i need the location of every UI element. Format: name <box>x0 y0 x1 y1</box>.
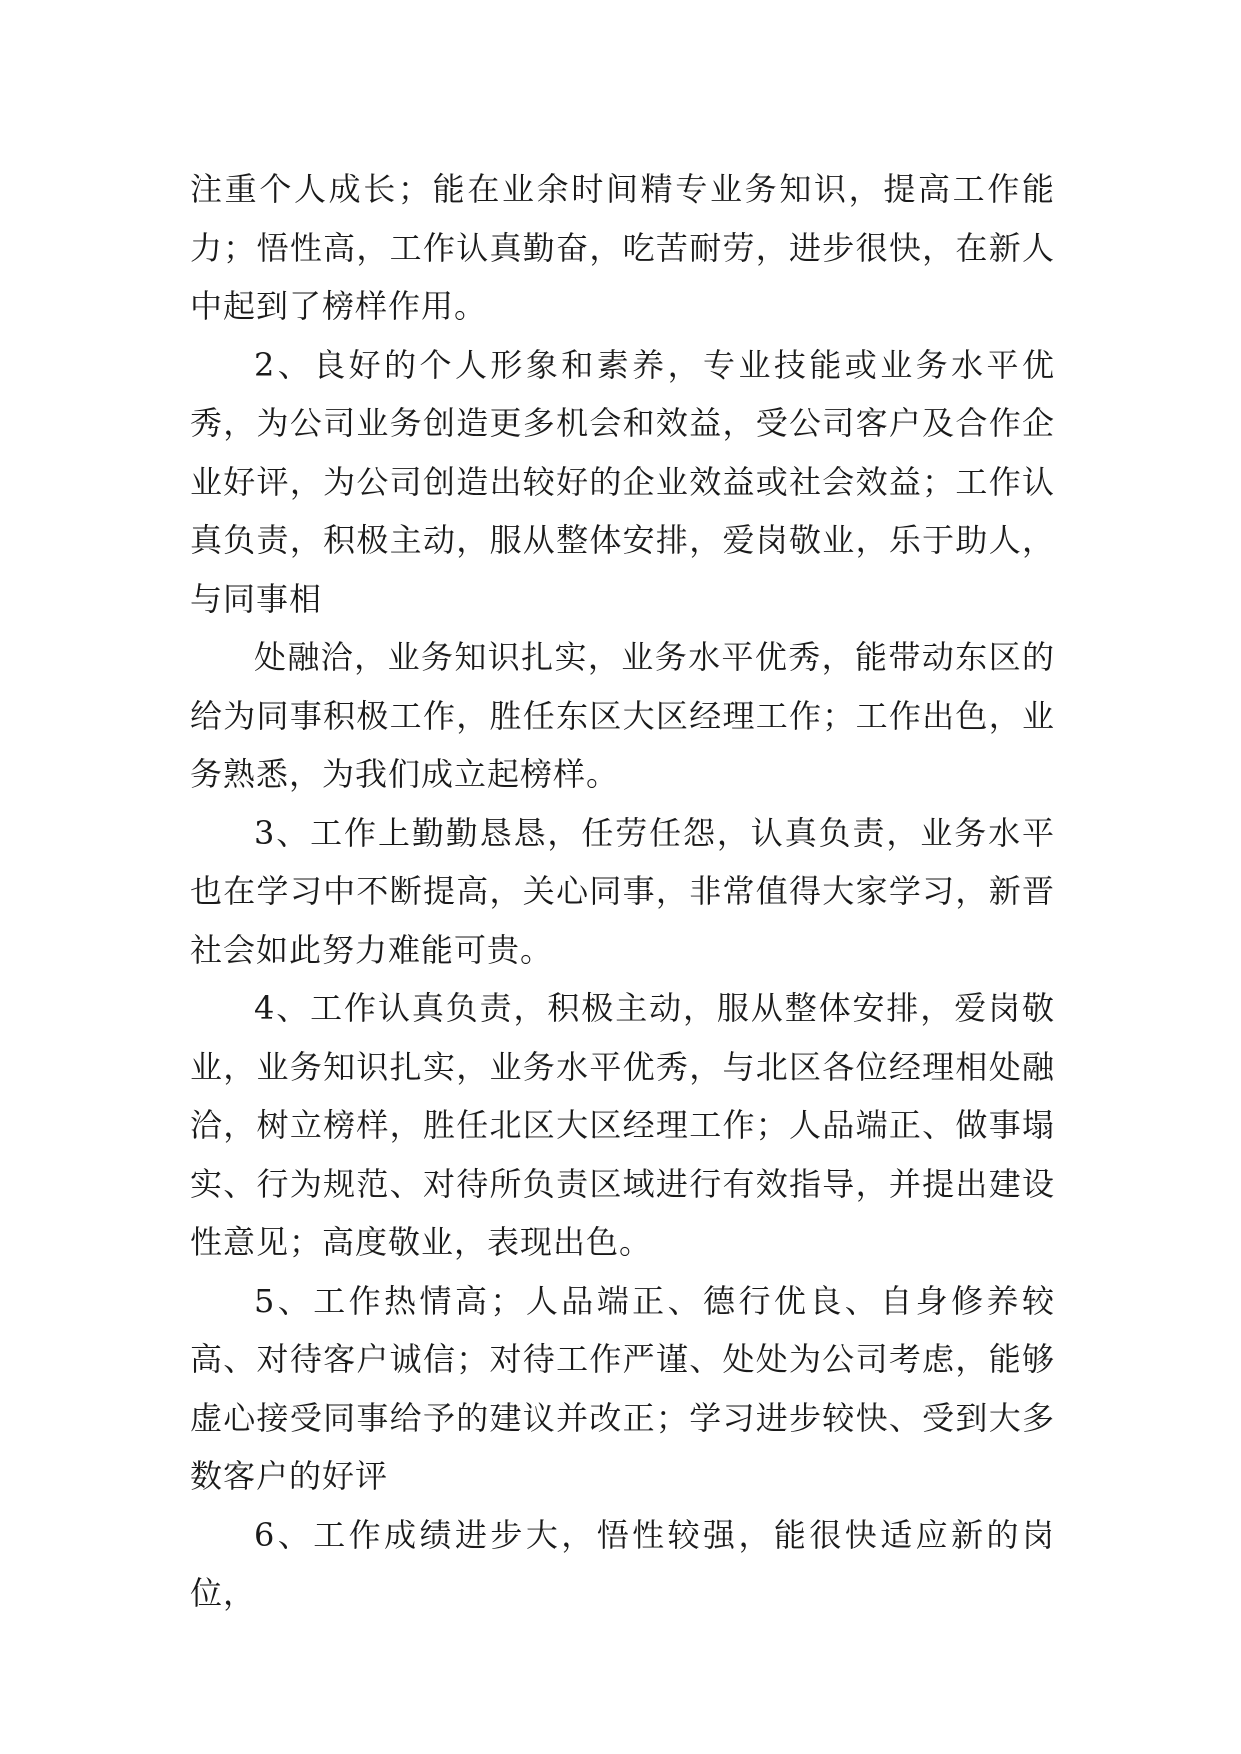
paragraph-4: 3、工作上勤勤恳恳，任劳任怨，认真负责，业务水平也在学习中不断提高，关心同事，非常值得大家学习，新晋社会如此努力难能可贵。 <box>190 813 1055 969</box>
document-body <box>190 160 1055 1623</box>
paragraph-3: 处融洽，业务知识扎实，业务水平优秀，能带动东区的给为同事积极工作，胜任东区大区经理工作；工作出色，业务熟悉，为我们成立起榜样。 <box>190 638 1055 793</box>
paragraph-6: 5、工作热情高；人品端正、德行优良、自身修养较高、对待客户诚信；对待工作严谨、处处为公司考虑，能够虚心接受同事给予的建议并改正；学习进步较快、受到大多数客户的好评 <box>190 1281 1055 1495</box>
paragraph-5: 4、工作认真负责，积极主动，服从整体安排，爱岗敬业，业务知识扎实，业务水平优秀，与北区各位经理相处融洽，树立榜样，胜任北区大区经理工作；人品端正、做事塌实、行为规范、对待所负责区域进行有效指导，并提出建设性意见；高度敬业，表现出色。 <box>190 989 1055 1261</box>
paragraph-2: 2、良好的个人形象和素养，专业技能或业务水平优秀，为公司业务创造更多机会和效益，受公司客户及合作企业好评，为公司创造出较好的企业效益或社会效益；工作认真负责，积极主动，服从整体安排，爱岗敬业，乐于助人，与同事相 <box>190 345 1055 618</box>
paragraph-1: 注重个人成长；能在业余时间精专业务知识，提高工作能力；悟性高，工作认真勤奋，吃苦耐劳，进步很快，在新人中起到了榜样作用。 <box>190 170 1055 325</box>
paragraph-7: 6、工作成绩进步大，悟性较强，能很快适应新的岗位， <box>190 1515 1055 1612</box>
